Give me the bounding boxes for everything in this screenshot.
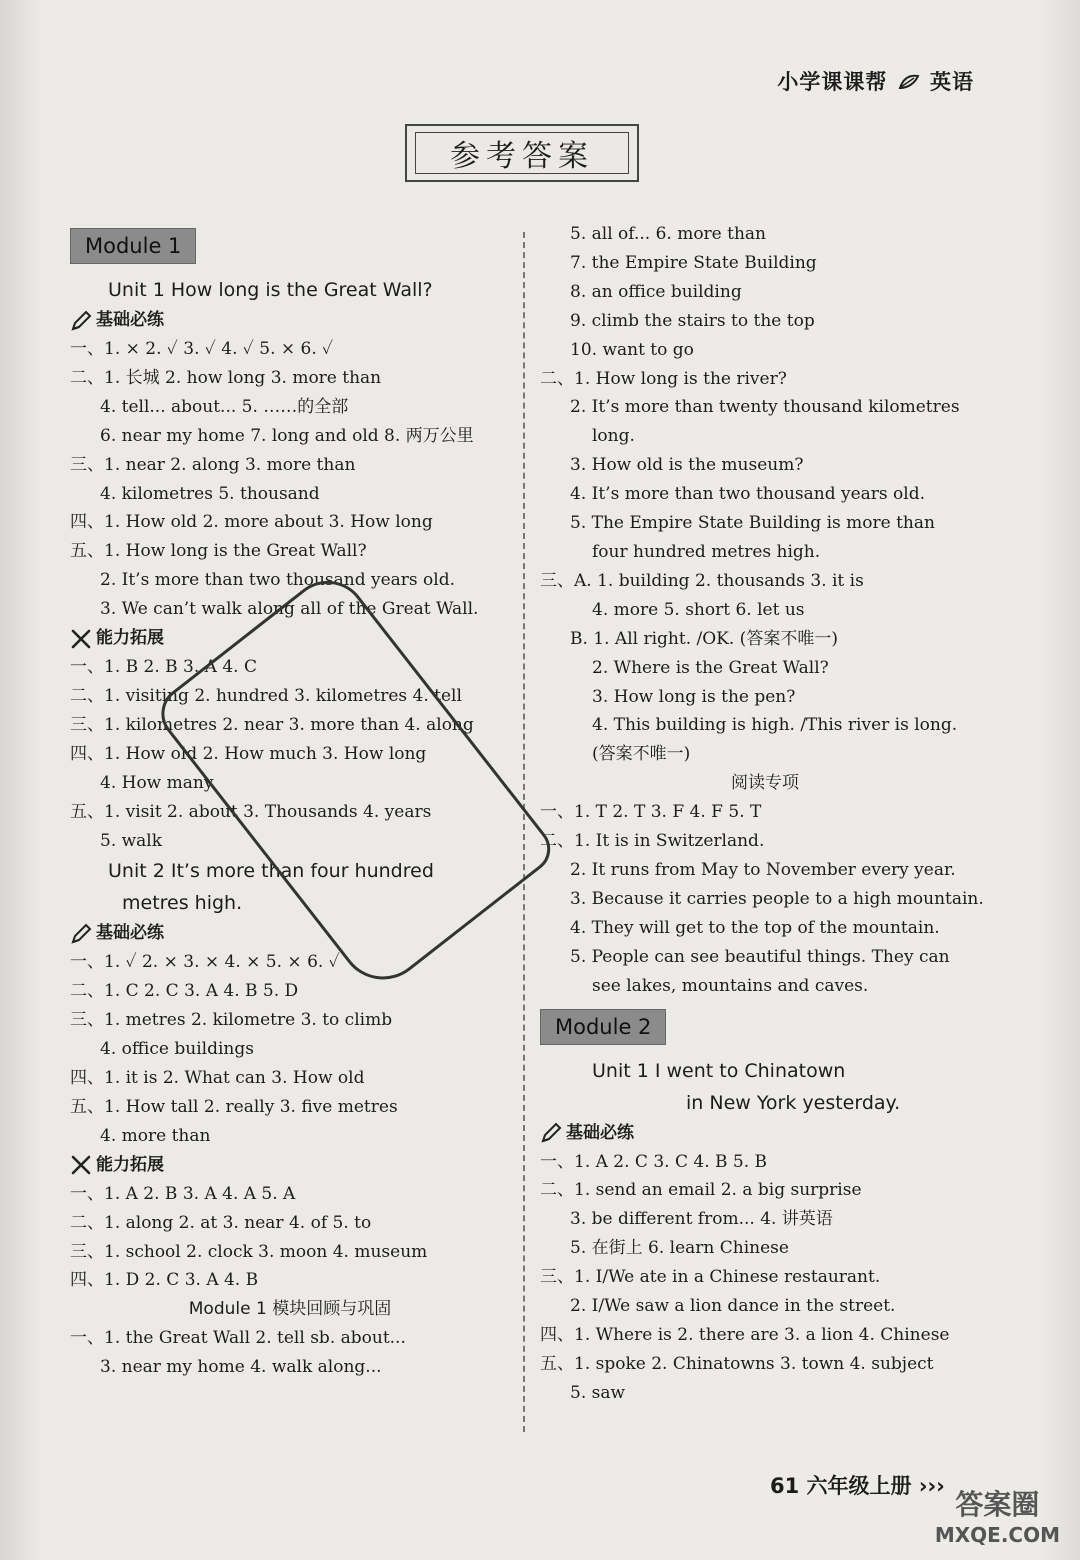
answer-line: 四、1. D 2. C 3. A 4. B	[70, 1270, 259, 1291]
cross-icon	[70, 628, 92, 650]
module-heading: Module 1	[70, 228, 196, 264]
unit-heading: metres high.	[122, 892, 243, 915]
answer-line: 4. tell... about... 5. ……的全部	[100, 396, 349, 417]
answer-line: 二、1. along 2. at 3. near 4. of 5. to	[70, 1212, 372, 1233]
answer-line: 7. the Empire State Building	[570, 252, 817, 273]
answer-line: 四、1. How old 2. more about 3. How long	[70, 512, 433, 533]
section-heading	[70, 624, 510, 653]
answer-line: 5. People can see beautiful things. They can	[570, 946, 950, 967]
module-heading-row	[540, 1001, 990, 1055]
watermark-url: MXQE.COM	[934, 1523, 1060, 1547]
answer-line: 三、A. 1. building 2. thousands 3. it is	[540, 570, 864, 591]
unit-heading: in New York yesterday.	[686, 1091, 901, 1114]
answer-line: 3. near my home 4. walk along...	[100, 1357, 382, 1378]
answer-line: 4. This building is high. /This river is long.	[592, 715, 958, 736]
section-heading-label: 基础必练	[96, 923, 164, 944]
arrows-icon: ›››	[918, 1474, 945, 1498]
leaf-logo-icon	[898, 74, 920, 90]
answer-line: 6. near my home 7. long and old 8. 两万公里	[100, 425, 474, 446]
answer-line: 3. be different from... 4. 讲英语	[570, 1209, 833, 1230]
answer-line: 一、1. × 2. ✓ 3. ✓ 4. ✓ 5. × 6. ✓	[70, 339, 334, 359]
answer-line: 一、1. A 2. C 3. C 4. B 5. B	[540, 1151, 768, 1172]
title-box	[405, 124, 639, 182]
unit-heading: Unit 1 How long is the Great Wall?	[108, 279, 433, 301]
answer-line: 4. office buildings	[100, 1039, 254, 1060]
answer-line: (答案不唯一)	[592, 744, 691, 765]
answer-line: 2. Where is the Great Wall?	[592, 657, 829, 678]
brand-header	[777, 66, 974, 96]
module-heading-row	[70, 220, 510, 274]
answer-line: 10. want to go	[570, 339, 694, 360]
answer-line: 3. Because it carries people to a high mountain.	[570, 888, 984, 909]
answer-line: 2. It runs from May to November every year.	[570, 860, 956, 881]
answer-line: 五、1. spoke 2. Chinatowns 3. town 4. subject	[540, 1353, 934, 1374]
answer-line: 一、1. the Great Wall 2. tell sb. about...	[70, 1328, 406, 1349]
cross-icon	[70, 1154, 92, 1176]
section-heading-label: 基础必练	[96, 310, 164, 330]
answer-line: B. 1. All right. /OK. (答案不唯一)	[570, 628, 838, 649]
answer-line: 4. more than	[100, 1125, 211, 1146]
answer-line: 五、1. visit 2. about 3. Thousands 4. years	[70, 801, 432, 822]
page-title: 参考答案	[415, 132, 629, 174]
answer-line: 三、1. I/We ate in a Chinese restaurant.	[540, 1267, 881, 1288]
answer-line: 3. How old is the museum?	[570, 455, 804, 476]
answer-line: 3. How long is the pen?	[592, 686, 796, 707]
answer-line: 二、1. C 2. C 3. A 4. B 5. D	[70, 981, 299, 1002]
answer-line: 5. saw	[570, 1382, 626, 1403]
answer-line: 5. walk	[100, 830, 163, 851]
section-heading	[540, 1119, 990, 1148]
pencil-icon	[70, 310, 92, 332]
answer-line: 三、1. school 2. clock 3. moon 4. museum	[70, 1241, 428, 1262]
answer-line: 二、1. How long is the river?	[540, 368, 787, 389]
subsection-heading: Module 1 模块回顾与巩固	[188, 1299, 392, 1320]
answer-line: four hundred metres high.	[592, 541, 821, 562]
section-heading	[70, 1151, 510, 1180]
subsection-heading: 阅读专项	[731, 773, 799, 794]
answer-line: 一、1. A 2. B 3. A 4. A 5. A	[70, 1183, 296, 1204]
answer-line: 5. 在街上 6. learn Chinese	[570, 1238, 789, 1259]
answer-line: 2. It’s more than twenty thousand kilometres	[570, 397, 960, 418]
brand-subject: 英语	[930, 70, 974, 94]
answer-line: 3. We can’t walk along all of the Great Wall.	[100, 599, 479, 620]
answer-line: 二、1. visiting 2. hundred 3. kilometres 4. tell	[70, 685, 462, 706]
answer-line: long.	[592, 426, 635, 447]
answer-line: 二、1. It is in Switzerland.	[540, 831, 765, 852]
answer-line: 4. It’s more than two thousand years old.	[570, 484, 926, 505]
answer-line: 二、1. 长城 2. how long 3. more than	[70, 367, 382, 388]
right-column	[540, 220, 990, 1408]
answer-line: 9. climb the stairs to the top	[570, 310, 815, 331]
watermark	[935, 1490, 1060, 1550]
brand-name: 小学课课帮	[777, 70, 888, 94]
answer-line: 五、1. How tall 2. really 3. five metres	[70, 1096, 398, 1117]
answer-line: 4. They will get to the top of the mountain.	[570, 917, 940, 938]
unit-heading: Unit 1 I went to Chinatown	[592, 1059, 846, 1082]
unit-heading: Unit 2 It’s more than four hundred	[108, 860, 434, 883]
answer-line: 5. The Empire State Building is more than	[570, 513, 935, 534]
section-heading	[70, 919, 510, 948]
section-heading	[70, 306, 510, 335]
left-column	[70, 220, 510, 1382]
grade-label: 六年级上册	[806, 1474, 912, 1498]
page-number: 61	[770, 1474, 800, 1498]
answer-line: 三、1. metres 2. kilometre 3. to climb	[70, 1010, 393, 1031]
answer-line: 三、1. kilometres 2. near 3. more than 4. along	[70, 714, 474, 735]
module-heading: Module 2	[540, 1009, 666, 1045]
watermark-name: 答案圈	[955, 1488, 1040, 1521]
page-footer	[770, 1470, 945, 1500]
answer-line: 四、1. How old 2. How much 3. How long	[70, 743, 427, 764]
pencil-icon	[70, 923, 92, 945]
answer-line: 四、1. it is 2. What can 3. How old	[70, 1068, 365, 1089]
section-heading-label: 基础必练	[566, 1122, 634, 1143]
pencil-icon	[540, 1122, 562, 1144]
answer-line: 2. It’s more than two thousand years old.	[100, 570, 456, 591]
answer-line: 一、1. T 2. T 3. F 4. F 5. T	[540, 802, 762, 823]
answer-line: 五、1. How long is the Great Wall?	[70, 541, 367, 562]
section-heading-label: 能力拓展	[96, 628, 164, 649]
answer-line: 4. more 5. short 6. let us	[592, 599, 805, 620]
answer-line: 一、1. ✓ 2. × 3. × 4. × 5. × 6. ✓	[70, 952, 340, 973]
section-heading-label: 能力拓展	[96, 1154, 164, 1175]
answer-line: 8. an office building	[570, 281, 742, 302]
answer-line: see lakes, mountains and caves.	[592, 975, 869, 996]
answer-line: 二、1. send an email 2. a big surprise	[540, 1180, 862, 1201]
answer-line: 一、1. B 2. B 3. A 4. C	[70, 657, 257, 678]
column-divider	[523, 232, 525, 1432]
answer-line: 三、1. near 2. along 3. more than	[70, 454, 356, 475]
answer-line: 4. kilometres 5. thousand	[100, 483, 320, 504]
answer-line: 2. I/We saw a lion dance in the street.	[570, 1296, 896, 1317]
answer-line: 4. How many	[100, 772, 214, 793]
answer-line: 四、1. Where is 2. there are 3. a lion 4. Chinese	[540, 1325, 950, 1345]
answer-line: 5. all of... 6. more than	[570, 224, 767, 244]
